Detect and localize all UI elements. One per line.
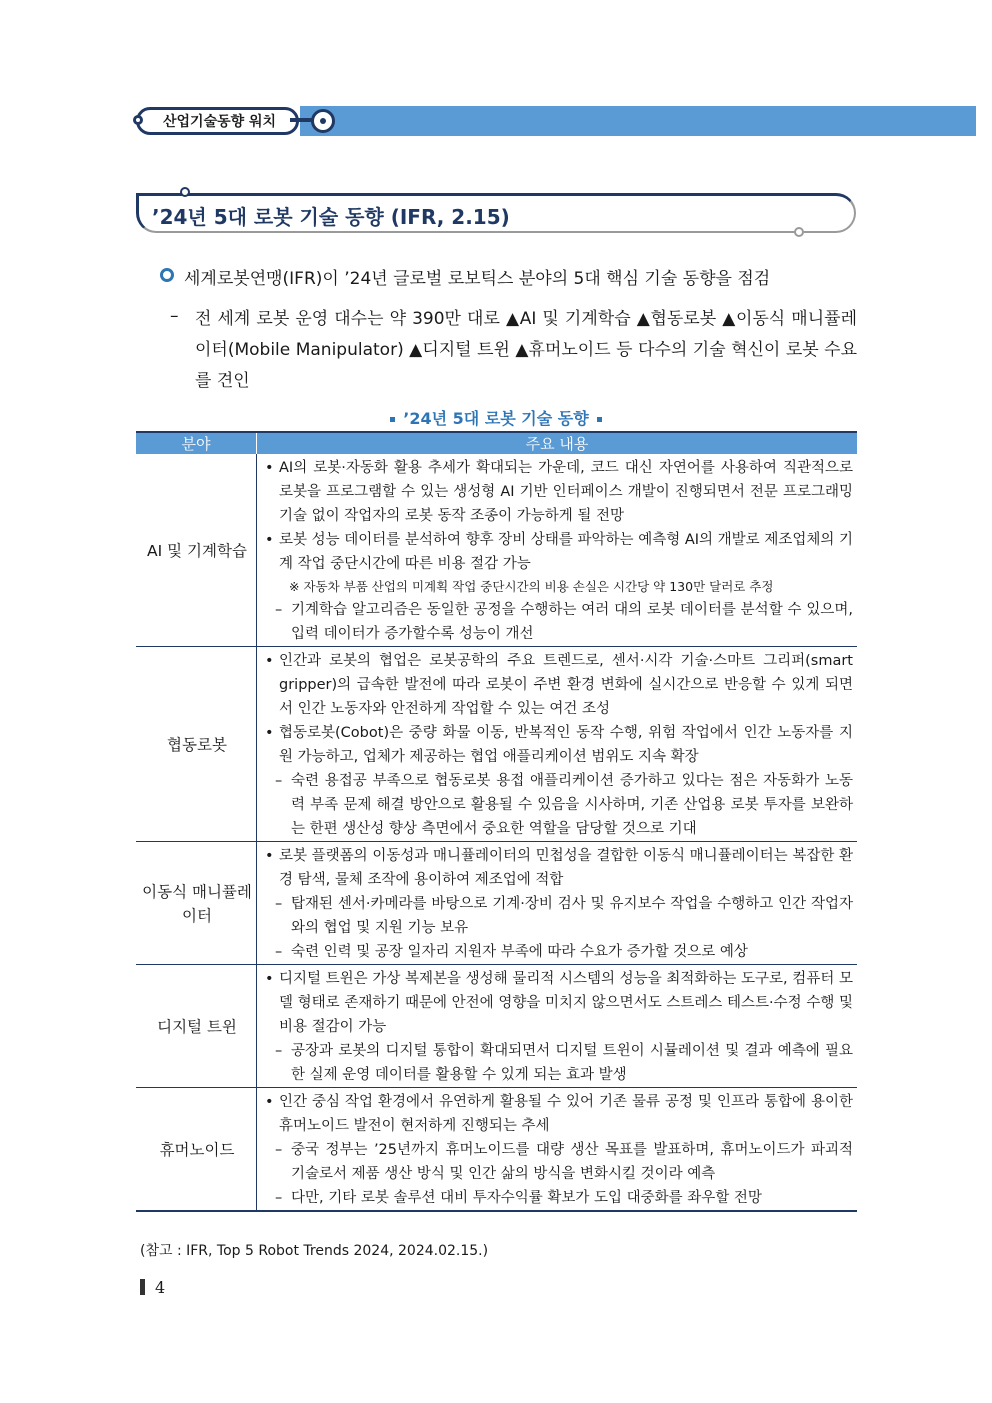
header-circle-icon [311, 109, 335, 133]
category-label: AI 및 기계학습 [147, 542, 247, 560]
title-dot-top [180, 187, 190, 197]
category-cell [136, 965, 257, 1088]
dash-item: – 숙련 인력 및 공장 일자리 지원자 부족에 따라 수요가 증가할 것으로 예상 [263, 940, 853, 964]
page-marker [140, 1279, 145, 1295]
category-label: 이동식 매니퓰레이터 [142, 883, 252, 925]
note-item: ※ 자동차 부품 산업의 미계획 작업 중단시간의 비용 손실은 시간당 약 130만 달러로 추정 [289, 579, 774, 594]
source-note: (참고 : IFR, Top 5 Robot Trends 2024, 2024.02.15.) [140, 1243, 489, 1259]
bullet-item: • 로봇 플랫폼의 이동성과 매니퓰레이터의 민첩성을 결합한 이동식 매니퓰레이터는 복잡한 환경 탐색, 물체 조작에 용이하여 제조업에 적합 [263, 844, 853, 892]
content-cell [257, 647, 858, 842]
sub-paragraph: 전 세계 로봇 운영 대수는 약 390만 대로 ▲AI 및 기계학습 ▲협동로봇 ▲이동식 매니퓰레이터(Mobile Manipulator) ▲디지털 트윈 ▲휴머노이드 등 다수의 기술 혁신이 로봇 수요를 견인 [195, 309, 857, 391]
content-cell [257, 1088, 858, 1212]
dash-item: – 기계학습 알고리즘은 동일한 공정을 수행하는 여러 대의 로봇 데이터를 분석할 수 있으며, 입력 데이터가 증가할수록 성능이 개선 [263, 598, 853, 646]
category-label: 협동로봇 [167, 736, 227, 754]
table-row [136, 965, 857, 1088]
category-cell [136, 842, 257, 965]
dash-item: – 탑재된 센서·카메라를 바탕으로 기계·장비 검사 및 유지보수 작업을 수행하고 인간 작업자와의 협업 및 지원 기능 보유 [263, 892, 853, 940]
square-bullet-icon [390, 417, 395, 422]
bullet-item: • AI의 로봇·자동화 활용 추세가 확대되는 가운데, 코드 대신 자연어를 사용하여 직관적으로 로봇을 프로그램할 수 있는 생성형 AI 기반 인터페이스 개발이 진행되면서 전문 프로그래밍 기술 없이 작업자의 로봇 동작 조종이 가능하게 될 전망 [263, 456, 853, 528]
bullet-item: • 로봇 성능 데이터를 분석하여 향후 장비 상태를 파악하는 예측형 AI의 개발로 제조업체의 기계 작업 중단시간에 따른 비용 절감 가능 [263, 528, 853, 576]
table-header-row [136, 432, 857, 454]
table-caption-text: ’24년 5대 로봇 기술 동향 [403, 409, 589, 428]
trend-table [136, 431, 857, 1212]
category-cell [136, 454, 257, 647]
category-label: 디지털 트윈 [157, 1018, 237, 1036]
page-number-text: 4 [155, 1278, 166, 1297]
sub-dash: – [170, 306, 179, 326]
category-cell [136, 647, 257, 842]
category-cell [136, 1088, 257, 1212]
circle-bullet-icon [160, 268, 174, 282]
dash-item: – 중국 정부는 ’25년까지 휴머노이드를 대량 생산 목표를 발표하며, 휴머노이드가 파괴적 기술로서 제품 생산 방식 및 인간 삶의 방식을 변화시킬 것이라 예측 [263, 1138, 853, 1186]
dash-item: – 숙련 용접공 부족으로 협동로봇 용접 애플리케이션 증가하고 있다는 점은 자동화가 노동력 부족 문제 해결 방안으로 활용될 수 있음을 시사하며, 기존 산업용 로봇 투자를 보완하는 한편 생산성 향상 측면에서 중요한 역할을 담당할 것으로 기대 [263, 769, 853, 841]
dash-item: – 다만, 기타 로봇 솔루션 대비 투자수익률 확보가 도입 대중화를 좌우할 전망 [263, 1186, 853, 1210]
bullet-item: • 인간 중심 작업 환경에서 유연하게 활용될 수 있어 기존 물류 공정 및 인프라 통합에 용이한 휴머노이드 발전이 현저하게 진행되는 추세 [263, 1090, 853, 1138]
square-bullet-icon [597, 417, 602, 422]
header-label [136, 107, 299, 135]
table-row [136, 647, 857, 842]
table-caption [136, 406, 856, 429]
header-category: 분야 [136, 432, 257, 454]
title-dot-bottom [794, 227, 804, 237]
header-dot-left [133, 115, 143, 125]
content-cell [257, 842, 858, 965]
table-row [136, 842, 857, 965]
content-cell [257, 965, 858, 1088]
bullet-item: • 인간과 로봇의 협업은 로봇공학의 주요 트렌드로, 센서·시각 기술·스마트 그리퍼(smart gripper)의 급속한 발전에 따라 로봇이 주변 환경 변화에 실시간으로 반응할 수 있게 되면서 인간 노동자와 안전하게 작업할 수 있는 여건 조성 [263, 649, 853, 721]
header-band [300, 106, 976, 136]
header-label-text: 산업기술동향 워치 [163, 114, 277, 130]
page-number [140, 1278, 165, 1297]
content-cell [257, 454, 858, 647]
lead-paragraph: 세계로봇연맹(IFR)이 ’24년 글로벌 로보틱스 분야의 5대 핵심 기술 동향을 점검 [184, 269, 771, 289]
bullet-item: • 디지털 트윈은 가상 복제본을 생성해 물리적 시스템의 성능을 최적화하는 도구로, 컴퓨터 모델 형태로 존재하기 때문에 안전에 영향을 미치지 않으면서도 스트레스 테스트·수정 수행 및 비용 절감이 가능 [263, 967, 853, 1039]
table-row [136, 454, 857, 647]
header-content: 주요 내용 [257, 432, 858, 454]
section-title: ’24년 5대 로봇 기술 동향 (IFR, 2.15) [152, 205, 510, 229]
category-label: 휴머노이드 [159, 1141, 235, 1159]
bullet-item: • 협동로봇(Cobot)은 중량 화물 이동, 반복적인 동작 수행, 위험 작업에서 인간 노동자를 지원 가능하고, 업체가 제공하는 협업 애플리케이션 범위도 지속 확장 [263, 721, 853, 769]
dash-item: – 공장과 로봇의 디지털 통합이 확대되면서 디지털 트윈이 시뮬레이션 및 결과 예측에 필요한 실제 운영 데이터를 활용할 수 있게 되는 효과 발생 [263, 1039, 853, 1087]
header-connector [290, 118, 312, 122]
table-row [136, 1088, 857, 1212]
